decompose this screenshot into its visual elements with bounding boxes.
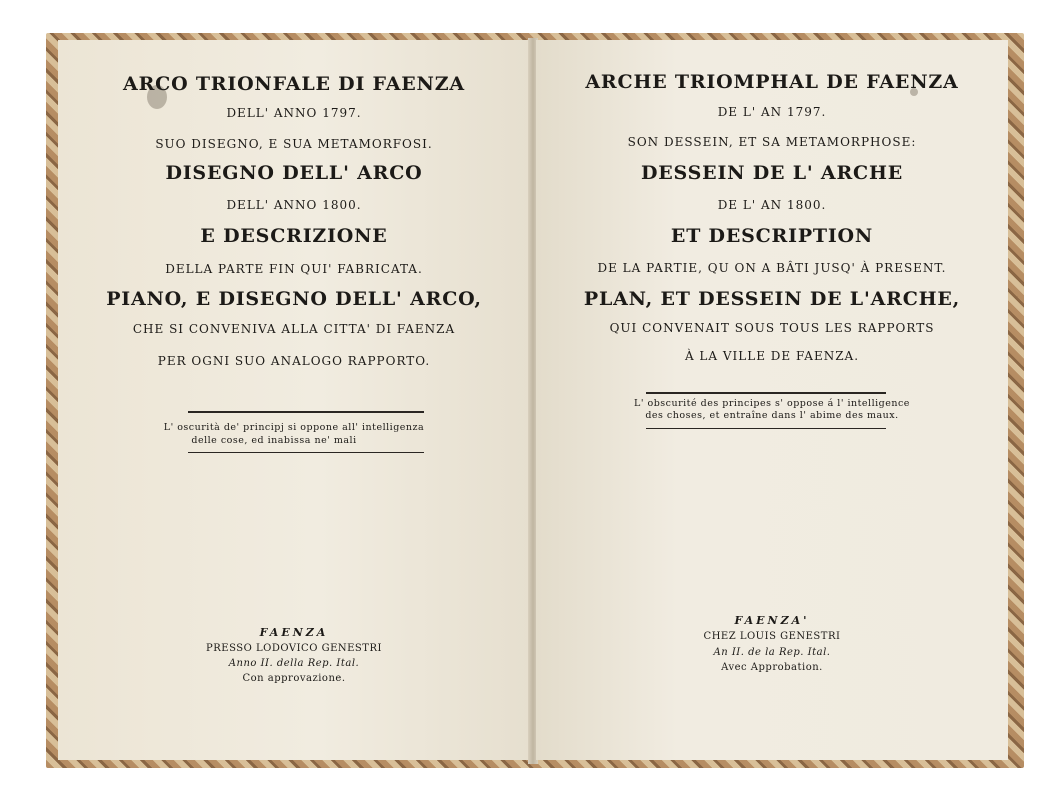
right-heading-3: ET DESCRIPTION	[670, 225, 874, 247]
left-imprint-approval: Con approvazione.	[242, 673, 346, 684]
left-heading-3: E DESCRIZIONE	[200, 225, 388, 247]
left-epigraph-bottom-rule	[188, 452, 424, 453]
right-imprint-city: FAENZA'	[734, 614, 810, 627]
right-subtitle-2: DE LA PARTIE, QU ON A BÂTI JUSQ' À PRESENT.	[597, 261, 947, 275]
right-page	[536, 40, 1008, 760]
right-imprint-printer: CHEZ LOUIS GENESTRI	[703, 631, 841, 642]
right-epigraph-line1: L' obscurité des principes s' oppose á l' intelligence	[634, 398, 910, 409]
left-epigraph-line2: delle cose, ed inabissa ne' mali	[191, 435, 357, 446]
left-epigraph-top-rule	[188, 411, 424, 413]
left-epigraph-line1: L' oscurità de' principj si oppone all' intelligenza	[163, 422, 425, 433]
left-page	[58, 40, 530, 760]
left-year-1797: DELL' ANNO 1797.	[226, 106, 362, 120]
right-epigraph-line2: des choses, et entraîne dans l' abime des maux.	[645, 410, 899, 421]
left-subtitle-2: DELLA PARTE FIN QUI' FABRICATA.	[165, 262, 423, 276]
right-year-1800: DE L' AN 1800.	[717, 198, 827, 212]
right-imprint-year: An II. de la Rep. Ital.	[713, 647, 831, 658]
left-title: ARCO TRIONFALE DI FAENZA	[123, 73, 465, 95]
right-epigraph-top-rule	[646, 392, 886, 394]
left-year-1800: DELL' ANNO 1800.	[226, 198, 362, 212]
left-subtitle-1: SUO DISEGNO, E SUA METAMORFOSI.	[155, 137, 433, 151]
right-heading-4: PLAN, ET DESSEIN DE L'ARCHE,	[583, 288, 961, 310]
right-heading-2: DESSEIN DE L' ARCHE	[641, 162, 903, 184]
left-imprint-city: FAENZA	[259, 626, 329, 639]
right-subtitle-4: À LA VILLE DE FAENZA.	[684, 349, 860, 363]
left-subtitle-4: PER OGNI SUO ANALOGO RAPPORTO.	[157, 354, 431, 368]
left-subtitle-3: CHE SI CONVENIVA ALLA CITTA' DI FAENZA	[132, 322, 456, 336]
left-heading-4: PIANO, E DISEGNO DELL' ARCO,	[106, 288, 482, 310]
left-imprint-year: Anno II. della Rep. Ital.	[228, 658, 360, 669]
right-subtitle-1: SON DESSEIN, ET SA METAMORPHOSE:	[627, 135, 917, 149]
right-subtitle-3: QUI CONVENAIT SOUS TOUS LES RAPPORTS	[609, 321, 935, 335]
right-epigraph-bottom-rule	[646, 428, 886, 429]
right-title: ARCHE TRIOMPHAL DE FAENZA	[585, 71, 959, 93]
right-year-1797: DE L' AN 1797.	[717, 105, 827, 119]
right-imprint-approval: Avec Approbation.	[721, 662, 823, 673]
left-heading-2: DISEGNO DELL' ARCO	[165, 162, 423, 184]
left-imprint-printer: PRESSO LODOVICO GENESTRI	[206, 643, 382, 654]
